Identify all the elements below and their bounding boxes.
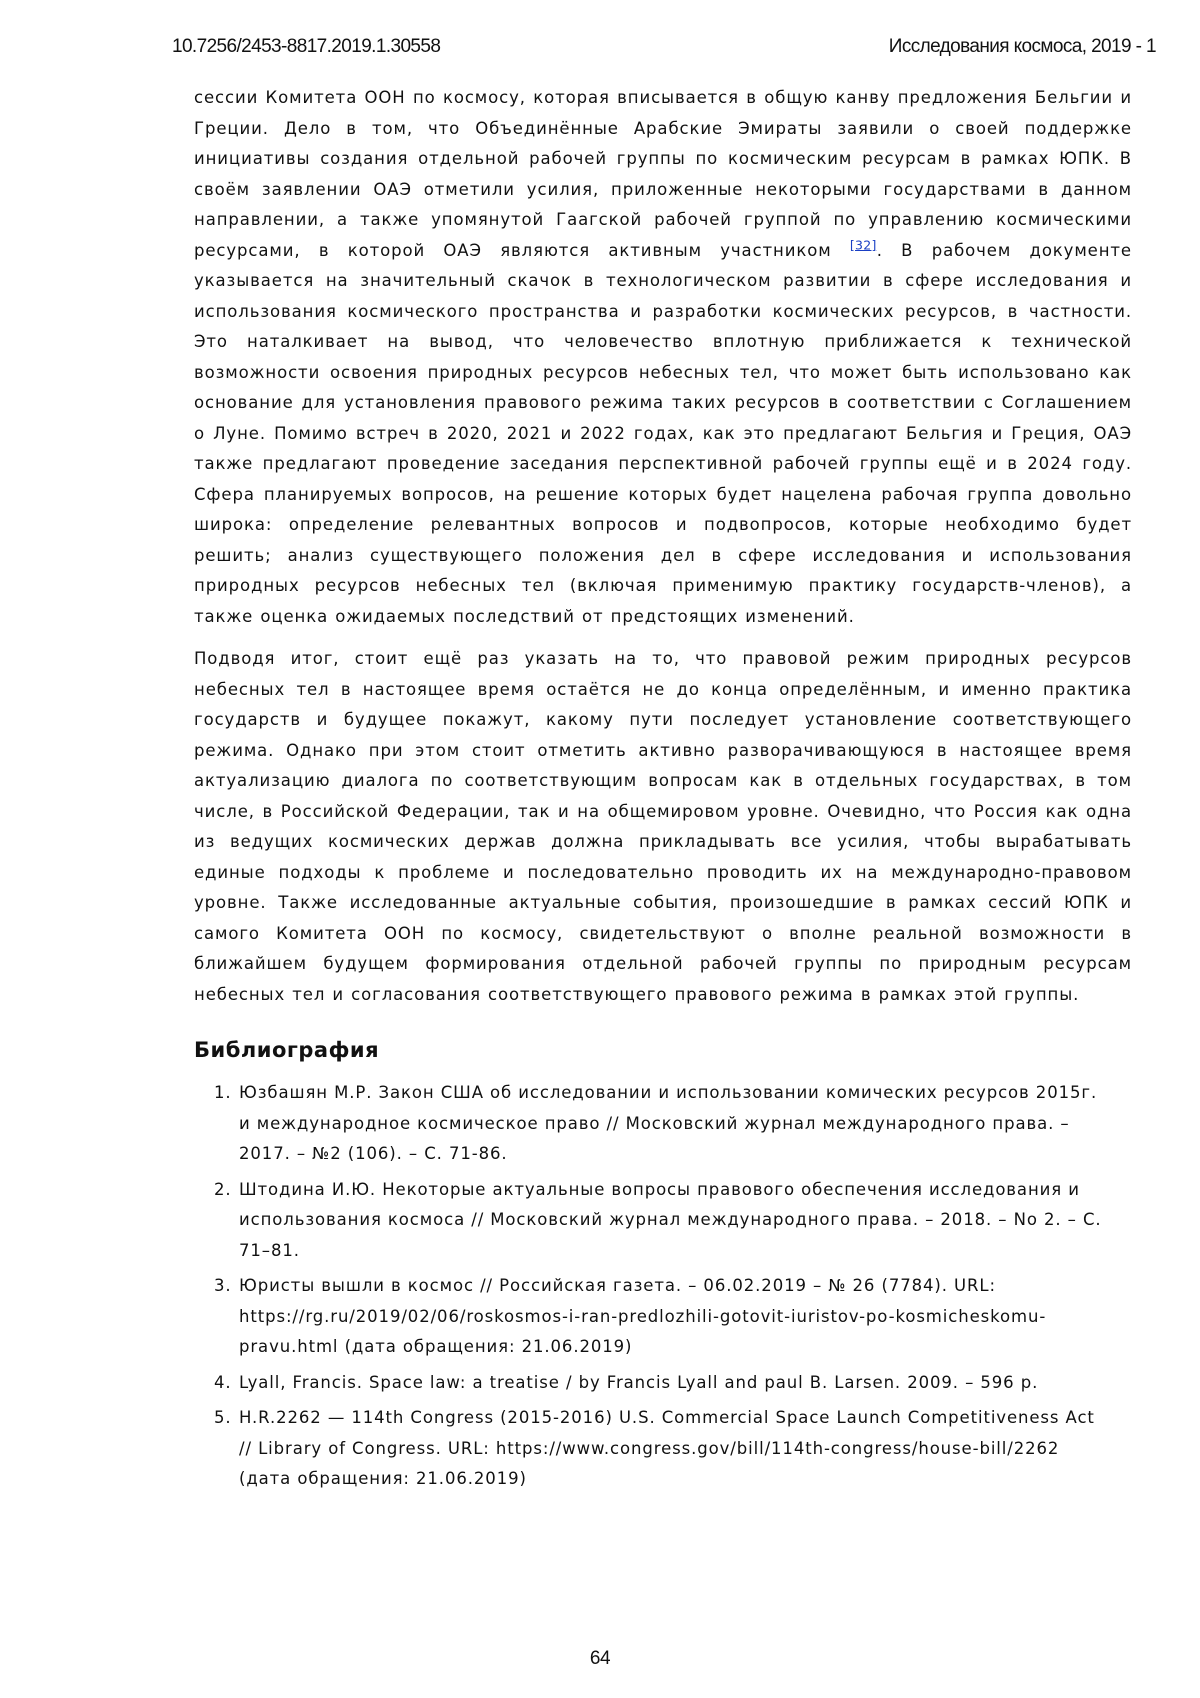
article-doi: 10.7256/2453-8817.2019.1.30558 bbox=[172, 36, 441, 57]
bibliography-item-number: 1. bbox=[214, 1083, 232, 1102]
citation-link-32[interactable]: [32] bbox=[849, 237, 877, 252]
bibliography-item-number: 5. bbox=[214, 1408, 232, 1427]
body-paragraph-1 bbox=[194, 83, 1132, 632]
bibliography-item-number: 2. bbox=[214, 1179, 232, 1199]
bibliography-item bbox=[194, 1271, 1132, 1363]
bibliography-item-number: 3. bbox=[214, 1276, 232, 1295]
bibliography-heading: Библиография bbox=[194, 1038, 380, 1062]
bibliography-item bbox=[194, 1078, 1132, 1170]
bibliography-item-number: 4. bbox=[214, 1372, 232, 1392]
body-paragraph-2: Подводя итог, стоит ещё раз указать на то, что правовой режим природных ресурсов небесных тел в настоящее время остаётся не до конца определённым, и именно практика государств и будущее покажут, какому пути последует установление соответствующего режима. Однако при этом стоит отметить активно разворачивающуюся в настоящее время актуализацию диалога по соответствующим вопросам как в отдельных государствах, в том числе, в Российской Федерации, так и на общемировом уровне. Очевидно, что Россия как одна из ведущих космических держав должна прикладывать все усилия, чтобы вырабатывать единые подходы к проблеме и последовательно проводить их на международно-правовом уровне. Также исследованные актуальные события, произошедшие в рамках сессий ЮПК и самого Комитета ООН по космосу, свидетельствуют о вполне реальной возможности в ближайшем будущем формирования отдельной рабочей группы по природным ресурсам небесных тел и согласования соответствующего правового режима в рамках этой группы. bbox=[194, 649, 1132, 1004]
bibliography-item bbox=[194, 1403, 1132, 1495]
article-body bbox=[194, 83, 1132, 1500]
bibliography-item bbox=[194, 1368, 1132, 1399]
bibliography-list bbox=[194, 1078, 1132, 1495]
paragraph-1-text-continued: . В рабочем документе указывается на значительный скачок в технологическом развитии в сфере исследования и использования космического пространства и разработки космических ресурсов, в частности. Это наталкивает на вывод, что человечество вплотную приближается к технической возможности освоения природных ресурсов небесных тел, что может быть использовано как основание для установления правового режима таких ресурсов в соответствии с Соглашением о Луне. Помимо встреч в 2020, 2021 и 2022 годах, как это предлагают Бельгия и Греция, ОАЭ также предлагают проведение заседания перспективной рабочей группы ещё и в 2024 году. Сфера планируемых вопросов, на решение которых будет нацелена рабочая группа довольно широка: определение релевантных вопросов и подвопросов, которые необходимо будет решить; анализ существующего положения дел в сфере исследования и использования природных ресурсов небесных тел (включая применимую практику государств-членов), а также оценка ожидаемых последствий от предстоящих изменений. bbox=[194, 240, 1132, 626]
bibliography-item-text: H.R.2262 — 114th Congress (2015-2016) U.S. Commercial Space Launch Competitiveness Act // Library of Congress. URL: https://www.congress.gov/bill/114th-congress/house-bill/2262 (дата обращения: 21.06.2019) bbox=[239, 1408, 1095, 1488]
bibliography-item bbox=[194, 1175, 1132, 1267]
bibliography-item-text: Юристы вышли в космос // Российская газета. – 06.02.2019 – № 26 (7784). URL: https://rg.ru/2019/02/06/roskosmos-i-ran-predlozhili-gotovit-iuristov-po-kosmicheskomu-pravu.html (дата обращения: 21.06.2019) bbox=[239, 1276, 1047, 1356]
paragraph-1-text: сессии Комитета ООН по космосу, которая вписывается в общую канву предложения Бельгии и Греции. Дело в том, что Объединённые Арабские Эмираты заявили о своей поддержке инициативы создания отдельной рабочей группы по космическим ресурсам в рамках ЮПК. В своём заявлении ОАЭ отметили усилия, приложенные некоторыми государствами в данном направлении, а также упомянутой Гаагской рабочей группой по управлению космическими ресурсами, в которой ОАЭ являются активным участником bbox=[194, 88, 1132, 260]
page-number: 64 bbox=[589, 1648, 611, 1669]
bibliography-item-text: Юзбашян М.Р. Закон США об исследовании и использовании комических ресурсов 2015г. и международное космическое право // Московский журнал международного права. – 2017. – №2 (106). – С. 71-86. bbox=[239, 1083, 1098, 1163]
bibliography-item-text: Штодина И.Ю. Некоторые актуальные вопросы правового обеспечения исследования и использования космоса // Московский журнал международного права. – 2018. – No 2. – С. 71–81. bbox=[239, 1179, 1102, 1260]
journal-issue: Исследования космоса, 2019 - 1 bbox=[888, 36, 1156, 57]
bibliography-item-text: Lyall, Francis. Space law: a treatise / by Francis Lyall and paul B. Larsen. 2009. – 596 p. bbox=[239, 1372, 1039, 1392]
